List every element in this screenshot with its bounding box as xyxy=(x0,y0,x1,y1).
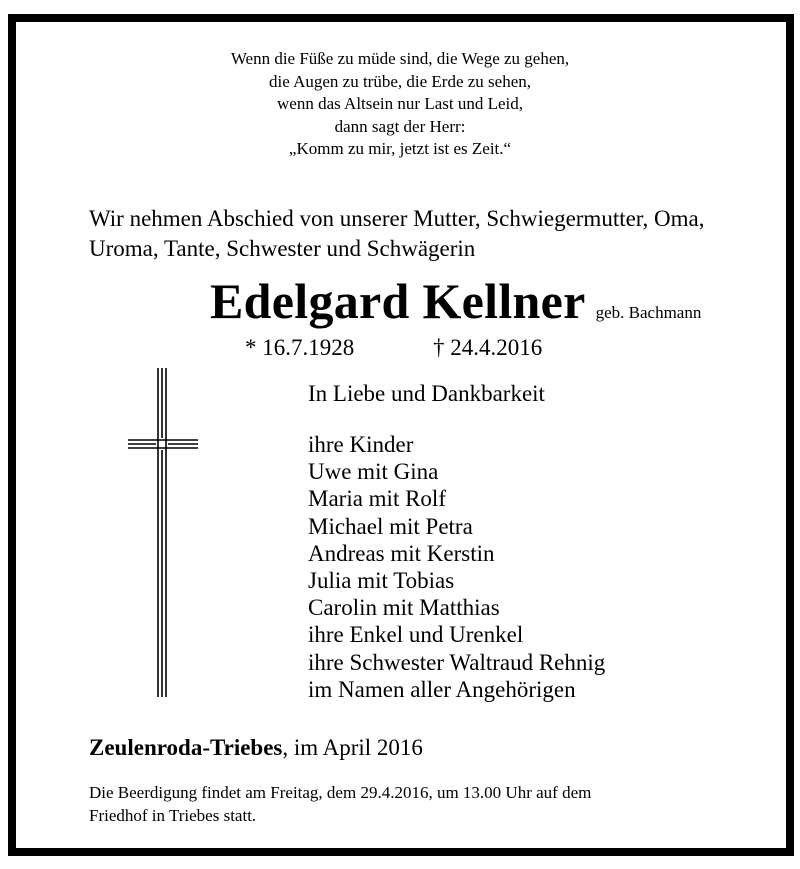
intro-line: Uroma, Tante, Schwester und Schwägerin xyxy=(89,236,476,261)
list-item: Uwe mit Gina xyxy=(308,459,439,485)
poem-line: die Augen zu trübe, die Erde zu sehen, xyxy=(269,71,531,91)
place-date xyxy=(89,735,423,761)
mourners-list xyxy=(308,431,605,703)
mourners-block xyxy=(308,381,605,703)
list-item: ihre Kinder xyxy=(308,432,414,457)
poem-line: Wenn die Füße zu müde sind, die Wege zu gehen, xyxy=(230,49,570,68)
poem-line: wenn das Altsein nur Last und Leid, xyxy=(277,94,523,113)
list-item: Andreas mit Kerstin xyxy=(308,540,495,566)
deceased-name: Edelgard Kellner xyxy=(210,273,586,329)
list-item: Julia mit Tobias xyxy=(308,568,455,594)
list-item: ihre Enkel und Urenkel xyxy=(308,622,524,648)
list-item: im Namen aller Angehörigen xyxy=(308,676,576,702)
poem-line: dann sagt der Herr: xyxy=(334,116,466,136)
list-item: ihre Schwester Waltraud Rehnig xyxy=(308,649,606,675)
list-item: Carolin mit Matthias xyxy=(308,595,500,621)
intro-line: Wir nehmen Abschied von unserer Mutter, Schwiegermutter, Oma, xyxy=(89,206,705,231)
dedication: In Liebe und Dankbarkeit xyxy=(308,381,545,406)
maiden-name: geb. Bachmann xyxy=(595,303,702,322)
poem-line: „Komm zu mir, jetzt ist es Zeit.“ xyxy=(288,139,512,158)
place-name: Zeulenroda-Triebes xyxy=(89,735,283,760)
death-date: † 24.4.2016 xyxy=(433,335,543,360)
funeral-line: Die Beerdigung findet am Freitag, dem 29.4.2016, um 13.00 Uhr auf dem xyxy=(89,783,592,802)
birth-date: * 16.7.1928 xyxy=(245,335,355,360)
funeral-line: Friedhof in Triebes statt. xyxy=(89,806,257,825)
list-item: Maria mit Rolf xyxy=(308,486,446,512)
closing-date: , im April 2016 xyxy=(282,735,423,760)
funeral-notice xyxy=(89,781,591,827)
list-item: Michael mit Petra xyxy=(308,513,473,539)
